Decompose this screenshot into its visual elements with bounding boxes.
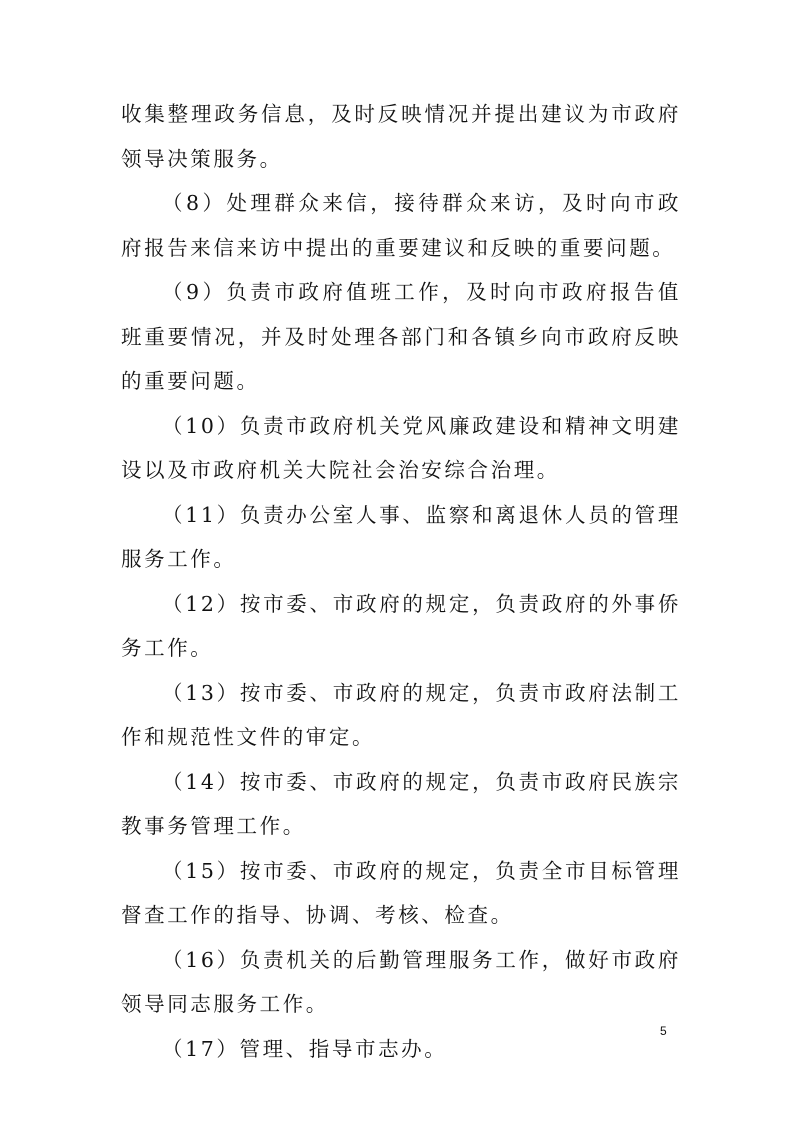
paragraph-item-13: （13）按市委、市政府的规定，负责市政府法制工作和规范性文件的审定。 [121, 680, 681, 749]
paragraph-item-11: （11）负责办公室人事、监察和离退休人员的管理服务工作。 [121, 502, 681, 571]
paragraph-item-9: （9）负责市政府值班工作，及时向市政府报告值班重要情况，并及时处理各部门和各镇乡向市政府反映的重要问题。 [121, 280, 681, 393]
paragraph-item-17: （17）管理、指导市志办。 [162, 1036, 448, 1061]
paragraph-item-12: （12）按市委、市政府的规定，负责政府的外事侨务工作。 [121, 591, 681, 660]
paragraph-continuation: 收集整理政务信息，及时反映情况并提出建议为市政府领导决策服务。 [121, 102, 681, 171]
paragraph-item-10: （10）负责市政府机关党风廉政建设和精神文明建设以及市政府机关大院社会治安综合治理。 [121, 413, 681, 482]
paragraph-item-16: （16）负责机关的后勤管理服务工作，做好市政府领导同志服务工作。 [121, 947, 681, 1016]
paragraph-item-8: （8）处理群众来信，接待群众来访，及时向市政府报告来信来访中提出的重要建议和反映的重要问题。 [121, 191, 681, 260]
page-number: 5 [660, 1024, 667, 1038]
paragraph-item-14: （14）按市委、市政府的规定，负责市政府民族宗教事务管理工作。 [121, 769, 681, 838]
paragraph-item-15: （15）按市委、市政府的规定，负责全市目标管理督查工作的指导、协调、考核、检查。 [121, 858, 681, 927]
document-body [121, 92, 681, 1071]
